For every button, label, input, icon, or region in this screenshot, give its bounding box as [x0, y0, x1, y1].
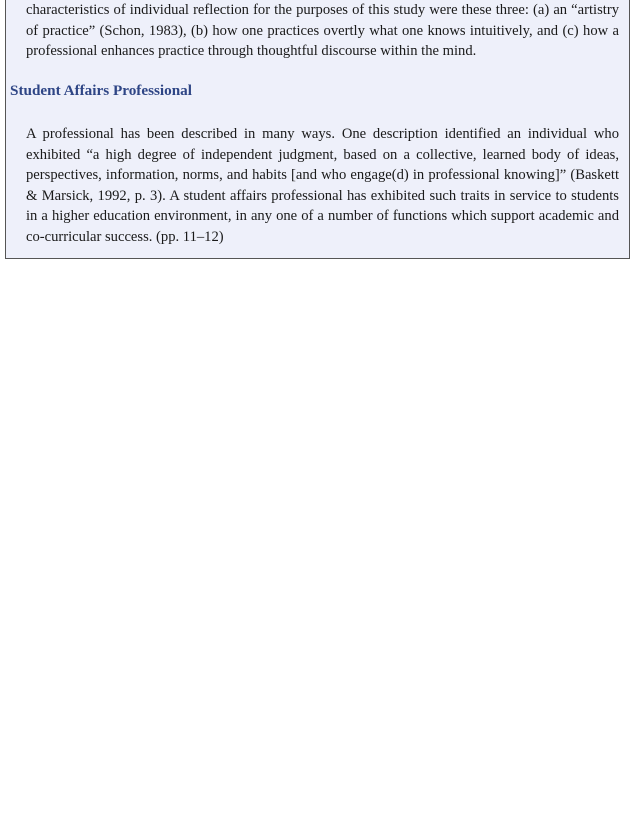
section-paragraph: A professional has been described in many ways. One description identified an individual who exhibited “a high degree of independent judgment, based on a collective, learned body of ideas, perspectives, information, norms, and habits [and who engage(d) in professional knowing]” (Baskett & Marsick, 1992, p. 3). A student affairs professional has exhibited such traits in service to students in a higher education environment, in any one of a number of functions which support academic and co-curricular success. (pp. 11–12) — [26, 126, 619, 245]
section-heading: Student Affairs Professional — [10, 82, 192, 99]
intro-paragraph: characteristics of individual reflection for the purposes of this study were these three: (a) an “artistry of practice” (Schon, 1983), (b) how one practices overtly what one knows intuitively, and (c) how a professional enhances practice through thoughtful discourse within the mind. — [26, 2, 619, 59]
block-quote-box — [5, 0, 630, 259]
